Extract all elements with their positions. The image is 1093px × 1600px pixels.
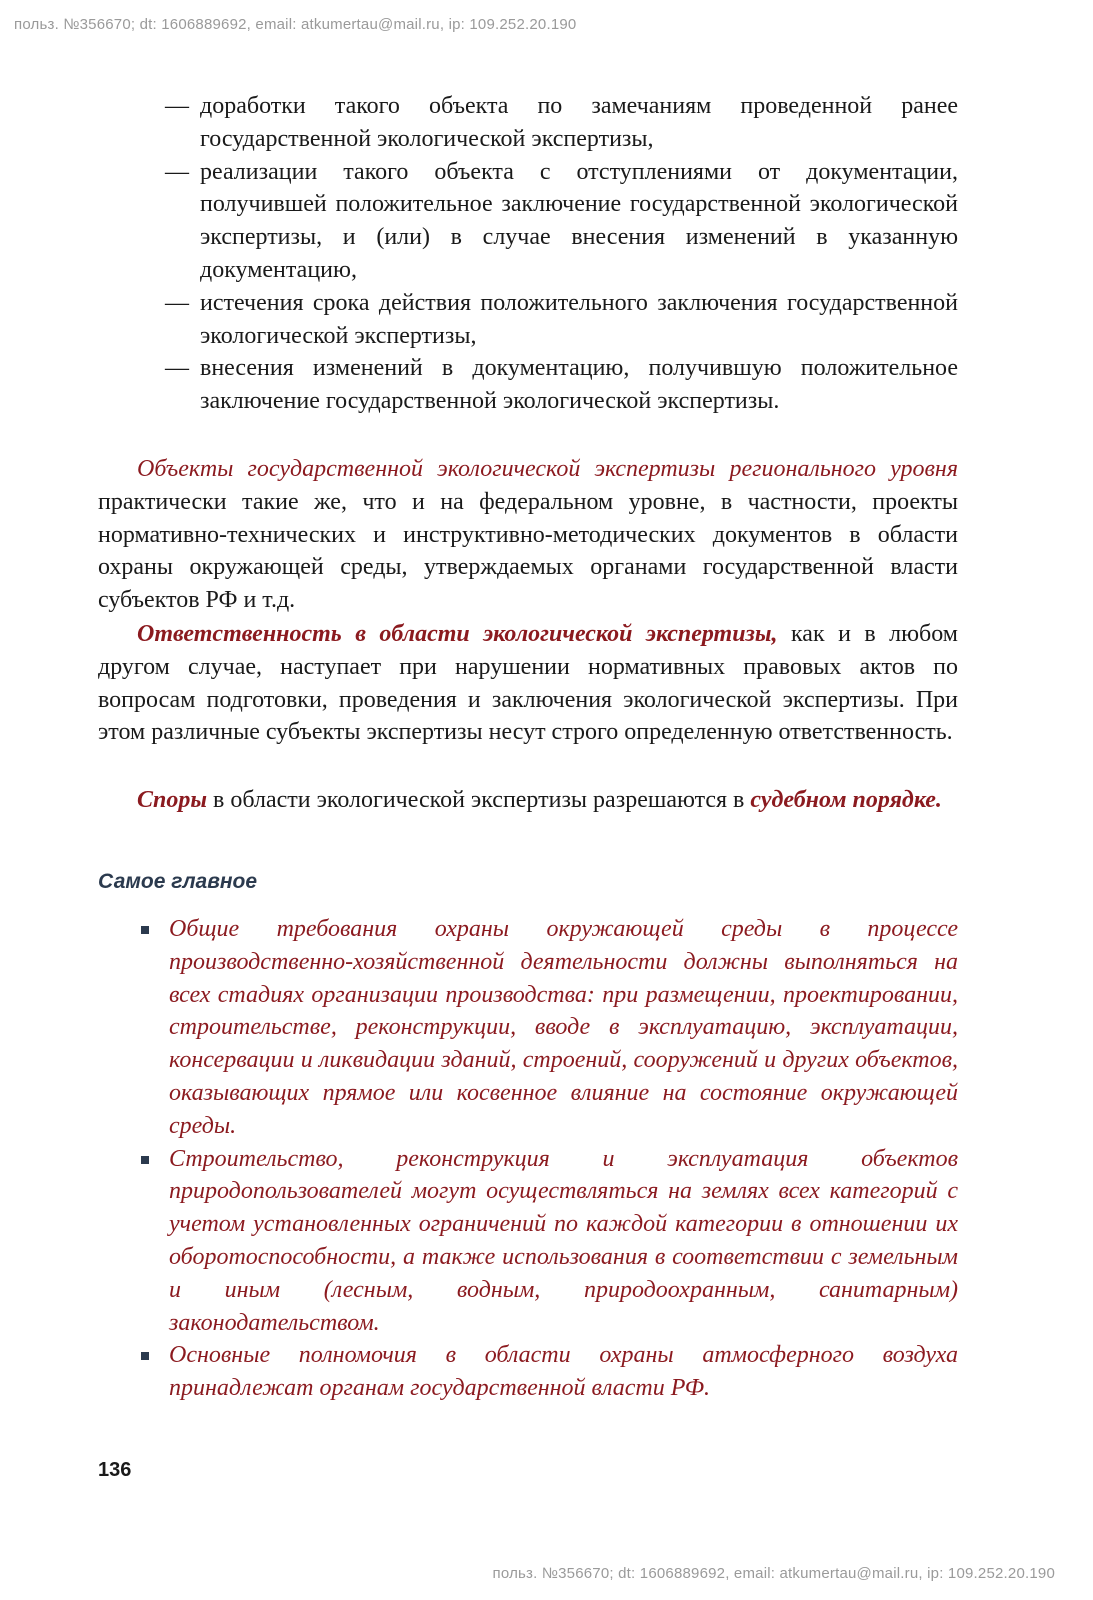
list-item: — доработки такого объекта по замечаниям проведенной ранее государственной экологической экспертизы,: [165, 90, 958, 156]
paragraph-text: практически такие же, что и на федеральном уровне, в частности, проекты нормативно-технических и инструктивно-методических документов в области охраны окружающей среды, утверждаемых органами государственной власти субъектов РФ и т.д.: [98, 488, 958, 614]
summary-list: [134, 913, 958, 1405]
paragraph-text: в области экологической экспертизы разрешаются в: [207, 787, 751, 813]
emphasis-term: Ответственность в области экологической экспертизы,: [137, 621, 778, 647]
list-item: Основные полномочия в области охраны атмосферного воздуха принадлежат органам государственной власти РФ.: [134, 1339, 958, 1405]
list-item: — внесения изменений в документацию, получившую положительное заключение государственной экологической экспертизы.: [165, 352, 958, 418]
paragraph-regional-objects: [98, 453, 958, 617]
list-item: — истечения срока действия положительного заключения государственной экологической экспертизы,: [165, 287, 958, 353]
bullet-square-icon: [141, 1156, 149, 1164]
watermark-top: польз. №356670; dt: 1606889692, email: atkumertau@mail.ru, ip: 109.252.20.190: [14, 16, 577, 33]
list-item: — реализации такого объекта с отступлениями от документации, получившей положительное заключение государственной экологической экспертизы, и (или) в случае внесения изменений в указанную документацию,: [165, 156, 958, 287]
dash-list: [165, 90, 958, 418]
bullet-square-icon: [141, 1352, 149, 1360]
section-heading: Самое главное: [98, 870, 258, 893]
list-item: Строительство, реконструкция и эксплуатация объектов природопользователей могут осуществляться на землях всех категорий с учетом установленных ограничений по каждой категории в отношении их оборотоспособности, а также использования в соответствии с земельным и иным (лесным, водным, природоохранным, санитарным) законодательством.: [134, 1143, 958, 1340]
page-number: 136: [98, 1459, 132, 1481]
bullet-square-icon: [141, 926, 149, 934]
paragraph-disputes: [98, 784, 958, 817]
emphasis-term: судебном порядке.: [750, 787, 942, 813]
emphasis-term: Споры: [137, 787, 208, 813]
emphasis-term: Объекты государственной экологической экспертизы регионального уровня: [137, 456, 958, 482]
paragraph-text: как и в любом другом случае, наступает при нарушении нормативных правовых актов по вопросам подготовки, проведения и заключения экологической экспертизы. При этом различные субъекты экспертизы несут строго определенную ответственность.: [98, 621, 958, 746]
watermark-bottom: польз. №356670; dt: 1606889692, email: atkumertau@mail.ru, ip: 109.252.20.190: [492, 1565, 1055, 1582]
paragraph-responsibility: [98, 618, 958, 749]
list-item: Общие требования охраны окружающей среды в процессе производственно-хозяйственной деятельности должны выполняться на всех стадиях организации производства: при размещении, проектировании, строительстве, реконструкции, вводе в эксплуатацию, эксплуатации, консервации и ликвидации зданий, строений, сооружений и других объектов, оказывающих прямое или косвенное влияние на состояние окружающей среды.: [134, 913, 958, 1143]
